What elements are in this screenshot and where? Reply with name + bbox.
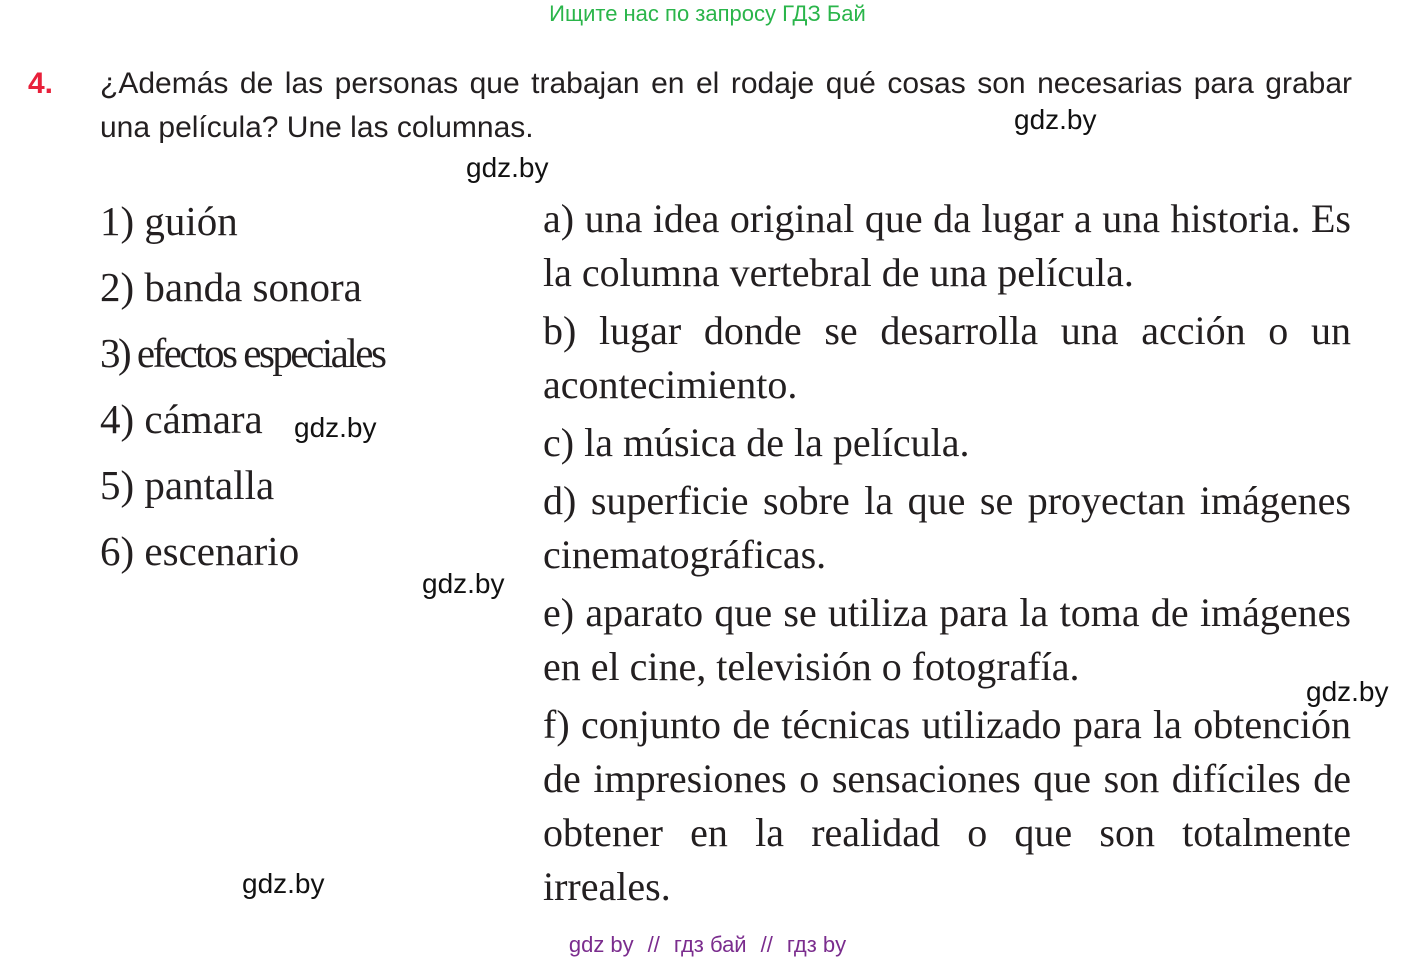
watermark: gdz.by: [466, 152, 549, 183]
definition-item: b) lugar donde se desarrolla una acción o un acontecimiento.: [543, 308, 1351, 407]
top-banner: Ищите нас по запросу ГДЗ Бай: [549, 1, 866, 26]
watermark: gdz.by: [1306, 676, 1389, 707]
footer-separator: //: [760, 932, 773, 957]
watermark: gdz.by: [1014, 104, 1097, 135]
watermark: gdz.by: [422, 568, 505, 599]
footer-link-gdz-by[interactable]: gdz by: [568, 932, 634, 957]
term-item: 4) cámara: [100, 396, 263, 442]
footer-links: [0, 930, 1415, 960]
watermark: gdz.by: [242, 868, 325, 899]
definition-item: d) superficie sobre la que se proyectan imágenes cinematográficas.: [543, 478, 1351, 577]
task-question: ¿Además de las personas que trabajan en el rodaje qué cosas son necesarias para grabar una película? Une las columnas.: [100, 67, 1352, 144]
terms-column: [100, 188, 384, 584]
definition-item: c) la música de la película.: [543, 420, 970, 465]
footer-link-gdz-bai[interactable]: гдз бай: [673, 932, 747, 957]
term-item: 3) efectos especiales: [100, 330, 385, 376]
footer-separator: //: [647, 932, 660, 957]
definition-item: a) una idea original que da lugar a una historia. Es la columna vertebral de una película.: [543, 196, 1351, 295]
definitions-column: [543, 192, 1351, 918]
definition-item: e) aparato que se utiliza para la toma de imágenes en el cine, televisión o fotografía.: [543, 590, 1351, 689]
term-item: 6) escenario: [100, 528, 300, 574]
term-item: 2) banda sonora: [100, 264, 362, 310]
term-item: 5) pantalla: [100, 462, 275, 508]
term-item: 1) guión: [100, 198, 238, 244]
watermark: gdz.by: [294, 412, 377, 443]
task-number: 4.: [28, 67, 54, 100]
definition-item: f) conjunto de técnicas utilizado para la obtención de impresiones o sensaciones que son difíciles de obtener en la realidad o que son totalmente irreales.: [543, 702, 1351, 909]
footer-link-gdz-by-cyr[interactable]: гдз by: [786, 932, 847, 957]
